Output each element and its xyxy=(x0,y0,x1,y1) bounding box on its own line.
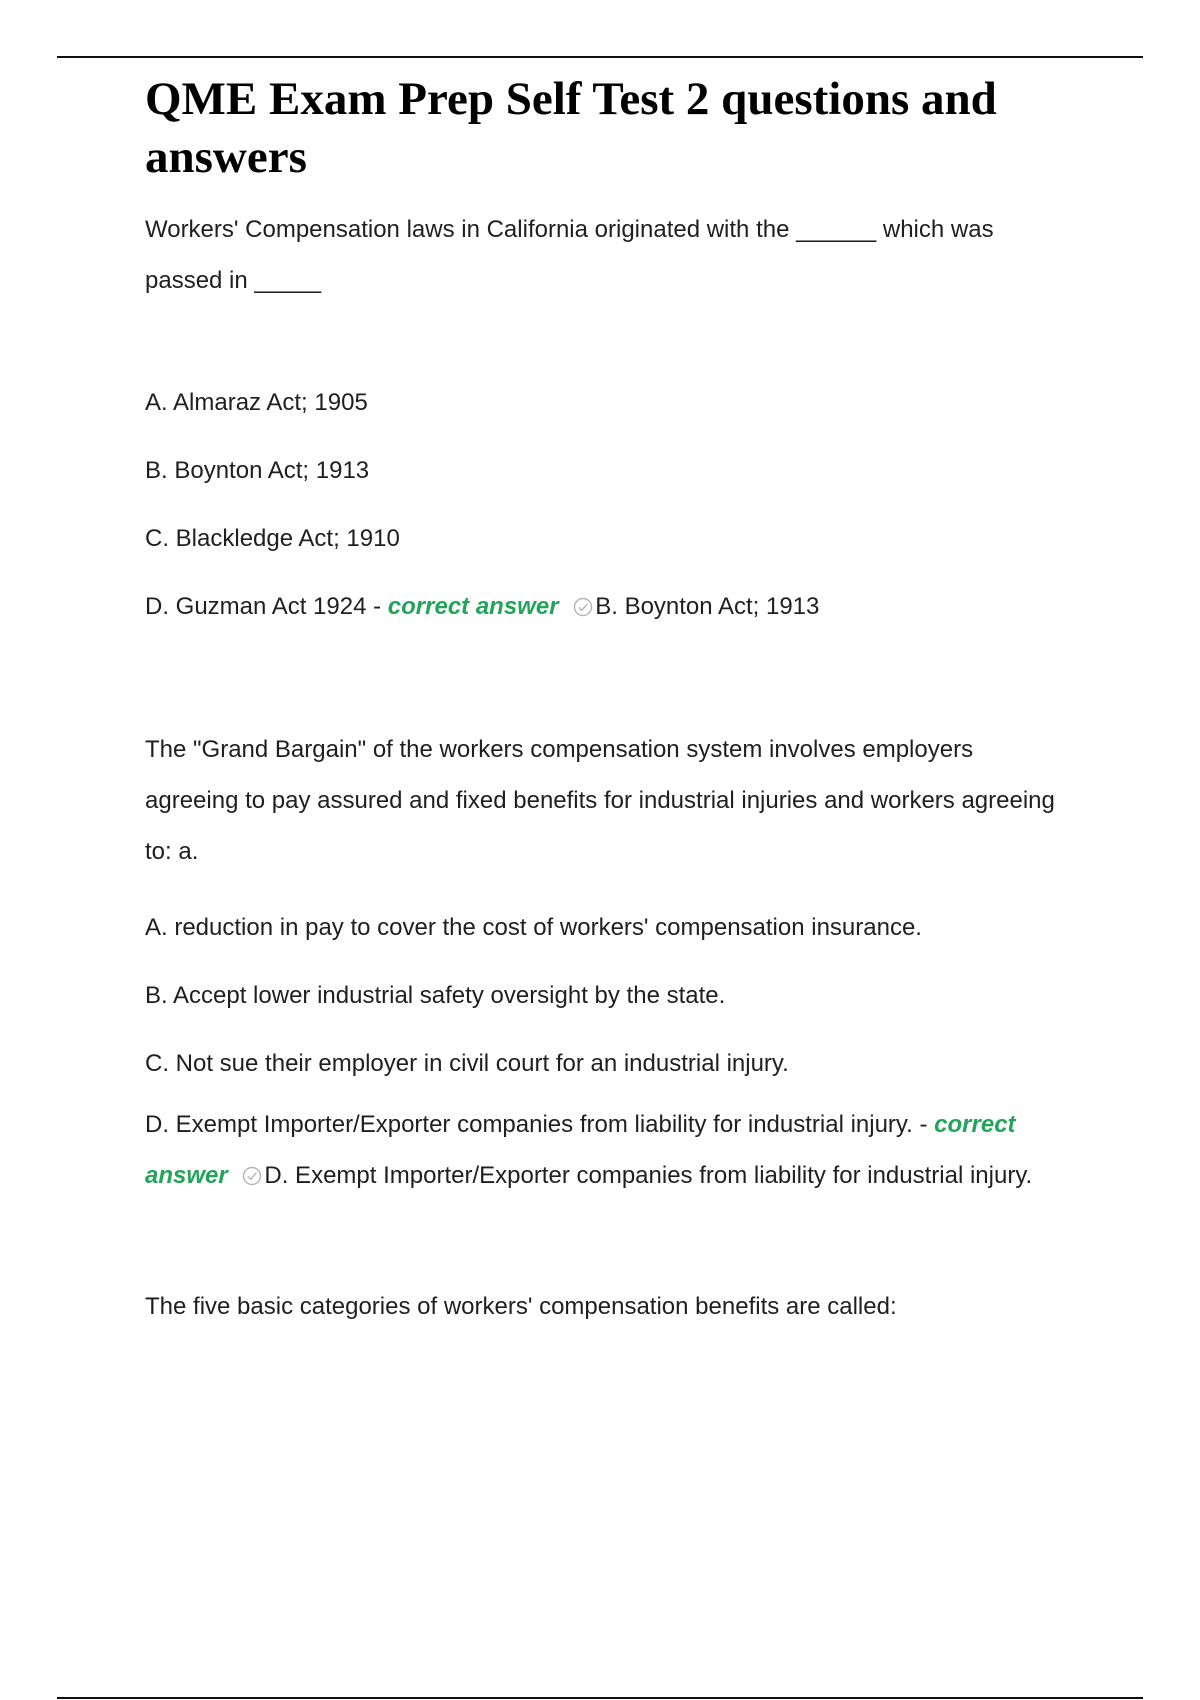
bottom-rule xyxy=(57,1697,1143,1699)
question-2-option-b: B. Accept lower industrial safety oversight by the state. xyxy=(145,982,726,1009)
question-3 xyxy=(145,1281,1065,1332)
question-2-option-a: A. reduction in pay to cover the cost of workers' compensation insurance. xyxy=(145,914,922,941)
question-2-answer: D. Exempt Importer/Exporter companies from liability for industrial injury. xyxy=(264,1162,1033,1189)
question-2-option-d: D. Exempt Importer/Exporter companies from liability for industrial injury. - xyxy=(145,1111,928,1138)
question-1-text: Workers' Compensation laws in California originated with the ______ which was passed in _____ xyxy=(145,216,994,294)
correct-answer-label: correct answer xyxy=(387,593,559,620)
question-1-option-c: C. Blackledge Act; 1910 xyxy=(145,525,400,552)
page-title: QME Exam Prep Self Test 2 questions and answers xyxy=(145,73,997,183)
question-2-option-c: C. Not sue their employer in civil court for an industrial injury. xyxy=(145,1050,789,1077)
question-2-text: The "Grand Bargain" of the workers compensation system involves employers agreeing to pay assured and fixed benefits for industrial injuries and workers agreeing to: a. xyxy=(145,736,1055,865)
document-body xyxy=(145,70,1065,1332)
question-1-option-b: B. Boynton Act; 1913 xyxy=(145,457,370,484)
question-1-answer: B. Boynton Act; 1913 xyxy=(595,593,820,620)
question-2 xyxy=(145,724,1065,1201)
correct-answer-label: correct answer xyxy=(145,1111,1016,1189)
check-circle-icon xyxy=(242,1166,262,1186)
question-1-option-d-with-answer xyxy=(145,590,1065,624)
top-rule xyxy=(57,56,1143,58)
question-2-option-d-with-answer xyxy=(145,1099,1065,1201)
question-3-text: The five basic categories of workers' compensation benefits are called: xyxy=(145,1293,897,1320)
question-1-option-d: D. Guzman Act 1924 - xyxy=(145,593,382,620)
question-1-option-a: A. Almaraz Act; 1905 xyxy=(145,389,368,416)
question-1 xyxy=(145,204,1065,624)
check-circle-icon xyxy=(573,597,593,617)
